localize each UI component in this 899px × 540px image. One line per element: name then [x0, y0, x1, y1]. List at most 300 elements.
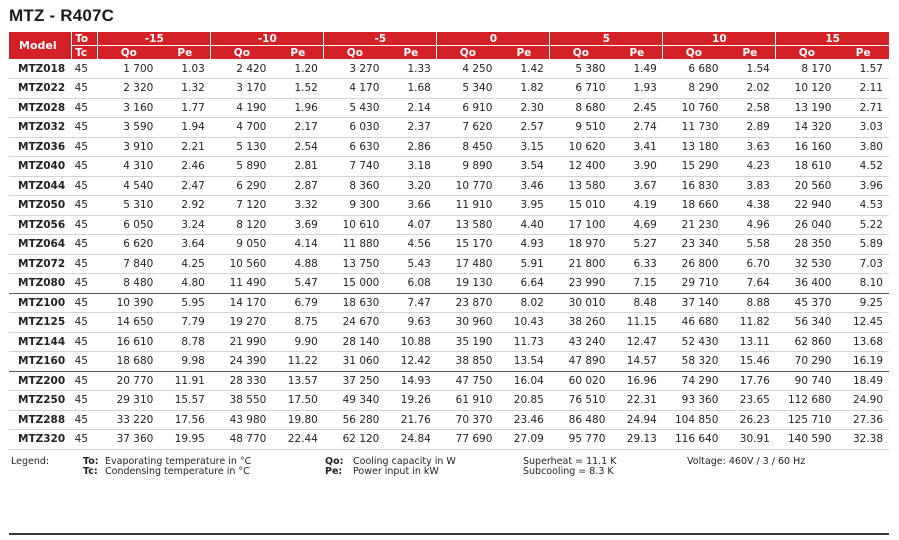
header-pe: Pe [498, 46, 549, 60]
pe-cell: 9.90 [294, 335, 318, 348]
pe-cell: 12.42 [400, 355, 431, 368]
pe-cell: 4.53 [859, 199, 883, 212]
pe-cell: 13.57 [287, 374, 318, 387]
table-row [9, 391, 889, 411]
pe-cell: 23.65 [739, 394, 770, 407]
legend-voltage: Voltage: 460V / 3 / 60 Hz [687, 456, 806, 467]
qo-cell: 43 980 [229, 413, 267, 426]
pe-cell: 12.47 [626, 335, 657, 348]
header-temp-group: -15 [98, 32, 211, 46]
qo-cell: 93 360 [681, 394, 719, 407]
pe-cell: 3.64 [181, 238, 205, 251]
pe-cell: 3.67 [633, 179, 657, 192]
model-cell: MTZ064 [18, 238, 66, 251]
pe-cell: 30.91 [739, 433, 770, 446]
qo-cell: 17 100 [568, 218, 606, 231]
qo-cell: 15 290 [681, 160, 719, 173]
pe-cell: 3.66 [407, 199, 431, 212]
performance-table [9, 32, 889, 450]
qo-cell: 23 870 [455, 296, 493, 309]
qo-cell: 9 510 [575, 121, 606, 134]
qo-cell: 23 990 [568, 277, 606, 290]
pe-cell: 16.96 [626, 374, 657, 387]
pe-cell: 2.87 [294, 179, 318, 192]
legend-to-text: Evaporating temperature in °C [105, 456, 252, 467]
tc-cell: 45 [74, 199, 88, 212]
pe-cell: 8.78 [181, 335, 205, 348]
pe-cell: 2.14 [407, 101, 431, 114]
qo-cell: 58 320 [681, 355, 719, 368]
header-qo: Qo [550, 46, 612, 60]
qo-cell: 21 230 [681, 218, 719, 231]
model-cell: MTZ032 [18, 121, 66, 134]
table-body [9, 59, 889, 449]
pe-cell: 6.64 [520, 277, 544, 290]
pe-cell: 2.02 [746, 82, 770, 95]
qo-cell: 10 760 [681, 101, 719, 114]
qo-cell: 19 270 [229, 316, 267, 329]
pe-cell: 17.50 [287, 394, 318, 407]
pe-cell: 14.93 [400, 374, 431, 387]
header-pe: Pe [611, 46, 662, 60]
pe-cell: 10.88 [400, 335, 431, 348]
pe-cell: 11.82 [739, 316, 770, 329]
tc-cell: 45 [74, 160, 88, 173]
pe-cell: 4.07 [407, 218, 431, 231]
tc-cell: 45 [74, 335, 88, 348]
qo-cell: 21 800 [568, 257, 606, 270]
pe-cell: 1.32 [181, 82, 205, 95]
tc-cell: 45 [74, 355, 88, 368]
qo-cell: 11 490 [229, 277, 267, 290]
qo-cell: 10 560 [229, 257, 267, 270]
tc-cell: 45 [74, 140, 88, 153]
qo-cell: 6 290 [236, 179, 267, 192]
qo-cell: 56 340 [794, 316, 832, 329]
pe-cell: 17.56 [174, 413, 205, 426]
qo-cell: 4 190 [236, 101, 267, 114]
pe-cell: 5.47 [294, 277, 318, 290]
pe-cell: 3.95 [520, 199, 544, 212]
table-row [9, 313, 889, 333]
qo-cell: 4 310 [123, 160, 154, 173]
qo-cell: 9 300 [349, 199, 380, 212]
header-to: To [72, 32, 98, 46]
table-row [9, 98, 889, 118]
qo-cell: 62 860 [794, 335, 832, 348]
tc-cell: 45 [74, 257, 88, 270]
qo-cell: 45 370 [794, 296, 832, 309]
header-pe: Pe [272, 46, 323, 60]
legend-subcooling: Subcooling = 8.3 K [523, 466, 614, 477]
table-header [9, 32, 889, 59]
qo-cell: 35 190 [455, 335, 493, 348]
pe-cell: 22.44 [287, 433, 318, 446]
qo-cell: 3 910 [123, 140, 154, 153]
pe-cell: 10.43 [513, 316, 544, 329]
qo-cell: 33 220 [116, 413, 154, 426]
tc-cell: 45 [74, 238, 88, 251]
pe-cell: 2.58 [746, 101, 770, 114]
qo-cell: 4 250 [462, 62, 493, 75]
pe-cell: 19.80 [287, 413, 318, 426]
legend [9, 456, 889, 480]
qo-cell: 15 000 [342, 277, 380, 290]
pe-cell: 5.89 [859, 238, 883, 251]
header-temp-group: 15 [776, 32, 889, 46]
qo-cell: 19 130 [455, 277, 493, 290]
qo-cell: 20 770 [116, 374, 154, 387]
qo-cell: 21 990 [229, 335, 267, 348]
qo-cell: 86 480 [568, 413, 606, 426]
qo-cell: 5 130 [236, 140, 267, 153]
qo-cell: 13 580 [568, 179, 606, 192]
qo-cell: 38 850 [455, 355, 493, 368]
pe-cell: 9.63 [407, 316, 431, 329]
pe-cell: 24.84 [400, 433, 431, 446]
qo-cell: 30 960 [455, 316, 493, 329]
qo-cell: 15 170 [455, 238, 493, 251]
pe-cell: 7.64 [746, 277, 770, 290]
qo-cell: 28 350 [794, 238, 832, 251]
qo-cell: 16 160 [794, 140, 832, 153]
pe-cell: 7.15 [633, 277, 657, 290]
qo-cell: 28 330 [229, 374, 267, 387]
table-row [9, 215, 889, 235]
pe-cell: 8.48 [633, 296, 657, 309]
header-temp-group: -10 [211, 32, 324, 46]
tc-cell: 45 [74, 433, 88, 446]
pe-cell: 29.13 [626, 433, 657, 446]
pe-cell: 3.83 [746, 179, 770, 192]
header-qo: Qo [98, 46, 160, 60]
model-cell: MTZ320 [18, 433, 66, 446]
tc-cell: 45 [74, 82, 88, 95]
pe-cell: 1.68 [407, 82, 431, 95]
pe-cell: 27.09 [513, 433, 544, 446]
qo-cell: 140 590 [787, 433, 832, 446]
qo-cell: 37 250 [342, 374, 380, 387]
pe-cell: 4.25 [181, 257, 205, 270]
header-tc: Tc [72, 46, 98, 60]
legend-pe-text: Power input in kW [353, 466, 439, 477]
pe-cell: 3.46 [520, 179, 544, 192]
pe-cell: 3.24 [181, 218, 205, 231]
pe-cell: 13.54 [513, 355, 544, 368]
pe-cell: 7.79 [181, 316, 205, 329]
table-row [9, 137, 889, 157]
header-qo: Qo [437, 46, 499, 60]
pe-cell: 2.74 [633, 121, 657, 134]
tc-cell: 45 [74, 218, 88, 231]
qo-cell: 29 710 [681, 277, 719, 290]
qo-cell: 10 770 [455, 179, 493, 192]
qo-cell: 125 710 [787, 413, 832, 426]
qo-cell: 8 360 [349, 179, 380, 192]
qo-cell: 18 680 [116, 355, 154, 368]
qo-cell: 32 530 [794, 257, 832, 270]
qo-cell: 3 170 [236, 82, 267, 95]
pe-cell: 1.54 [746, 62, 770, 75]
pe-cell: 1.94 [181, 121, 205, 134]
header-temp-group: 10 [663, 32, 776, 46]
pe-cell: 4.56 [407, 238, 431, 251]
qo-cell: 76 510 [568, 394, 606, 407]
qo-cell: 95 770 [568, 433, 606, 446]
model-cell: MTZ250 [18, 394, 66, 407]
table-row [9, 118, 889, 138]
qo-cell: 11 880 [342, 238, 380, 251]
qo-cell: 11 730 [681, 121, 719, 134]
pe-cell: 5.58 [746, 238, 770, 251]
qo-cell: 1 700 [123, 62, 154, 75]
header-temp-group: 5 [550, 32, 663, 46]
qo-cell: 9 050 [236, 238, 267, 251]
qo-cell: 36 400 [794, 277, 832, 290]
pe-cell: 5.95 [181, 296, 205, 309]
qo-cell: 37 360 [116, 433, 154, 446]
qo-cell: 49 340 [342, 394, 380, 407]
pe-cell: 32.38 [852, 433, 883, 446]
qo-cell: 112 680 [787, 394, 832, 407]
pe-cell: 2.11 [859, 82, 883, 95]
pe-cell: 3.32 [294, 199, 318, 212]
tc-cell: 45 [74, 413, 88, 426]
pe-cell: 2.54 [294, 140, 318, 153]
pe-cell: 2.86 [407, 140, 431, 153]
table-row [9, 157, 889, 177]
qo-cell: 14 650 [116, 316, 154, 329]
qo-cell: 9 890 [462, 160, 493, 173]
qo-cell: 24 670 [342, 316, 380, 329]
legend-superheat: Superheat = 11.1 K [523, 456, 617, 467]
legend-pe-key: Pe: [325, 466, 343, 477]
qo-cell: 90 740 [794, 374, 832, 387]
pe-cell: 4.80 [181, 277, 205, 290]
model-cell: MTZ200 [18, 374, 66, 387]
pe-cell: 5.91 [520, 257, 544, 270]
qo-cell: 70 290 [794, 355, 832, 368]
pe-cell: 3.41 [633, 140, 657, 153]
qo-cell: 5 380 [575, 62, 606, 75]
qo-cell: 16 830 [681, 179, 719, 192]
qo-cell: 8 290 [688, 82, 719, 95]
pe-cell: 24.90 [852, 394, 883, 407]
pe-cell: 4.69 [633, 218, 657, 231]
header-pe: Pe [837, 46, 889, 60]
qo-cell: 38 550 [229, 394, 267, 407]
qo-cell: 52 430 [681, 335, 719, 348]
footer-divider [9, 533, 889, 535]
qo-cell: 48 770 [229, 433, 267, 446]
pe-cell: 5.22 [859, 218, 883, 231]
pe-cell: 8.10 [859, 277, 883, 290]
header-qo: Qo [211, 46, 273, 60]
qo-cell: 6 050 [123, 218, 154, 231]
qo-cell: 14 170 [229, 296, 267, 309]
qo-cell: 11 910 [455, 199, 493, 212]
pe-cell: 1.42 [520, 62, 544, 75]
table-row [9, 274, 889, 294]
qo-cell: 18 610 [794, 160, 832, 173]
qo-cell: 26 800 [681, 257, 719, 270]
pe-cell: 3.69 [294, 218, 318, 231]
pe-cell: 12.45 [852, 316, 883, 329]
pe-cell: 7.47 [407, 296, 431, 309]
pe-cell: 8.88 [746, 296, 770, 309]
qo-cell: 16 610 [116, 335, 154, 348]
table-row [9, 254, 889, 274]
pe-cell: 4.96 [746, 218, 770, 231]
qo-cell: 12 400 [568, 160, 606, 173]
pe-cell: 11.73 [513, 335, 544, 348]
table-row [9, 79, 889, 99]
model-cell: MTZ036 [18, 140, 66, 153]
model-cell: MTZ160 [18, 355, 66, 368]
tc-cell: 45 [74, 316, 88, 329]
pe-cell: 9.25 [859, 296, 883, 309]
qo-cell: 14 320 [794, 121, 832, 134]
header-pe: Pe [159, 46, 210, 60]
pe-cell: 16.04 [513, 374, 544, 387]
model-cell: MTZ080 [18, 277, 66, 290]
pe-cell: 4.40 [520, 218, 544, 231]
pe-cell: 4.38 [746, 199, 770, 212]
pe-cell: 23.46 [513, 413, 544, 426]
qo-cell: 26 040 [794, 218, 832, 231]
qo-cell: 15 010 [568, 199, 606, 212]
pe-cell: 1.49 [633, 62, 657, 75]
pe-cell: 1.20 [294, 62, 318, 75]
pe-cell: 24.94 [626, 413, 657, 426]
qo-cell: 62 120 [342, 433, 380, 446]
qo-cell: 17 480 [455, 257, 493, 270]
qo-cell: 28 140 [342, 335, 380, 348]
pe-cell: 3.03 [859, 121, 883, 134]
pe-cell: 4.52 [859, 160, 883, 173]
qo-cell: 10 610 [342, 218, 380, 231]
pe-cell: 2.92 [181, 199, 205, 212]
pe-cell: 1.82 [520, 82, 544, 95]
table-row [9, 410, 889, 430]
pe-cell: 3.54 [520, 160, 544, 173]
pe-cell: 1.96 [294, 101, 318, 114]
qo-cell: 5 890 [236, 160, 267, 173]
table-row [9, 293, 889, 313]
pe-cell: 6.79 [294, 296, 318, 309]
qo-cell: 47 750 [455, 374, 493, 387]
pe-cell: 3.18 [407, 160, 431, 173]
pe-cell: 26.23 [739, 413, 770, 426]
table-row [9, 332, 889, 352]
qo-cell: 23 340 [681, 238, 719, 251]
tc-cell: 45 [74, 179, 88, 192]
legend-label: Legend: [11, 456, 50, 467]
header-temp-group: 0 [437, 32, 550, 46]
pe-cell: 11.15 [626, 316, 657, 329]
qo-cell: 43 240 [568, 335, 606, 348]
qo-cell: 31 060 [342, 355, 380, 368]
qo-cell: 4 170 [349, 82, 380, 95]
pe-cell: 19.26 [400, 394, 431, 407]
model-cell: MTZ040 [18, 160, 66, 173]
table-row [9, 352, 889, 372]
model-cell: MTZ044 [18, 179, 66, 192]
qo-cell: 8 120 [236, 218, 267, 231]
pe-cell: 2.57 [520, 121, 544, 134]
qo-cell: 2 420 [236, 62, 267, 75]
qo-cell: 10 120 [794, 82, 832, 95]
qo-cell: 7 620 [462, 121, 493, 134]
qo-cell: 8 170 [801, 62, 832, 75]
qo-cell: 10 620 [568, 140, 606, 153]
pe-cell: 9.98 [181, 355, 205, 368]
qo-cell: 4 700 [236, 121, 267, 134]
pe-cell: 2.71 [859, 101, 883, 114]
pe-cell: 1.57 [859, 62, 883, 75]
tc-cell: 45 [74, 394, 88, 407]
pe-cell: 6.08 [407, 277, 431, 290]
pe-cell: 3.96 [859, 179, 883, 192]
qo-cell: 13 190 [794, 101, 832, 114]
legend-to-key: To: [83, 456, 99, 467]
pe-cell: 27.36 [852, 413, 883, 426]
qo-cell: 60 020 [568, 374, 606, 387]
header-model: Model [9, 32, 72, 59]
qo-cell: 8 680 [575, 101, 606, 114]
pe-cell: 5.27 [633, 238, 657, 251]
pe-cell: 3.20 [407, 179, 431, 192]
pe-cell: 22.31 [626, 394, 657, 407]
pe-cell: 20.85 [513, 394, 544, 407]
legend-tc-text: Condensing temperature in °C [105, 466, 250, 477]
pe-cell: 14.57 [626, 355, 657, 368]
table-row [9, 196, 889, 216]
qo-cell: 46 680 [681, 316, 719, 329]
qo-cell: 3 590 [123, 121, 154, 134]
qo-cell: 7 120 [236, 199, 267, 212]
pe-cell: 2.17 [294, 121, 318, 134]
model-cell: MTZ072 [18, 257, 66, 270]
legend-qo-key: Qo: [325, 456, 344, 467]
model-cell: MTZ022 [18, 82, 66, 95]
model-cell: MTZ144 [18, 335, 66, 348]
pe-cell: 2.30 [520, 101, 544, 114]
pe-cell: 1.77 [181, 101, 205, 114]
qo-cell: 6 630 [349, 140, 380, 153]
header-pe: Pe [724, 46, 775, 60]
qo-cell: 18 970 [568, 238, 606, 251]
qo-cell: 61 910 [455, 394, 493, 407]
pe-cell: 8.75 [294, 316, 318, 329]
qo-cell: 18 660 [681, 199, 719, 212]
tc-cell: 45 [74, 277, 88, 290]
qo-cell: 47 890 [568, 355, 606, 368]
pe-cell: 11.91 [174, 374, 205, 387]
qo-cell: 7 740 [349, 160, 380, 173]
qo-cell: 6 620 [123, 238, 154, 251]
model-cell: MTZ100 [18, 296, 66, 309]
qo-cell: 13 180 [681, 140, 719, 153]
pe-cell: 2.21 [181, 140, 205, 153]
tc-cell: 45 [74, 296, 88, 309]
qo-cell: 6 710 [575, 82, 606, 95]
pe-cell: 2.47 [181, 179, 205, 192]
qo-cell: 77 690 [455, 433, 493, 446]
pe-cell: 4.19 [633, 199, 657, 212]
pe-cell: 7.03 [859, 257, 883, 270]
pe-cell: 18.49 [852, 374, 883, 387]
